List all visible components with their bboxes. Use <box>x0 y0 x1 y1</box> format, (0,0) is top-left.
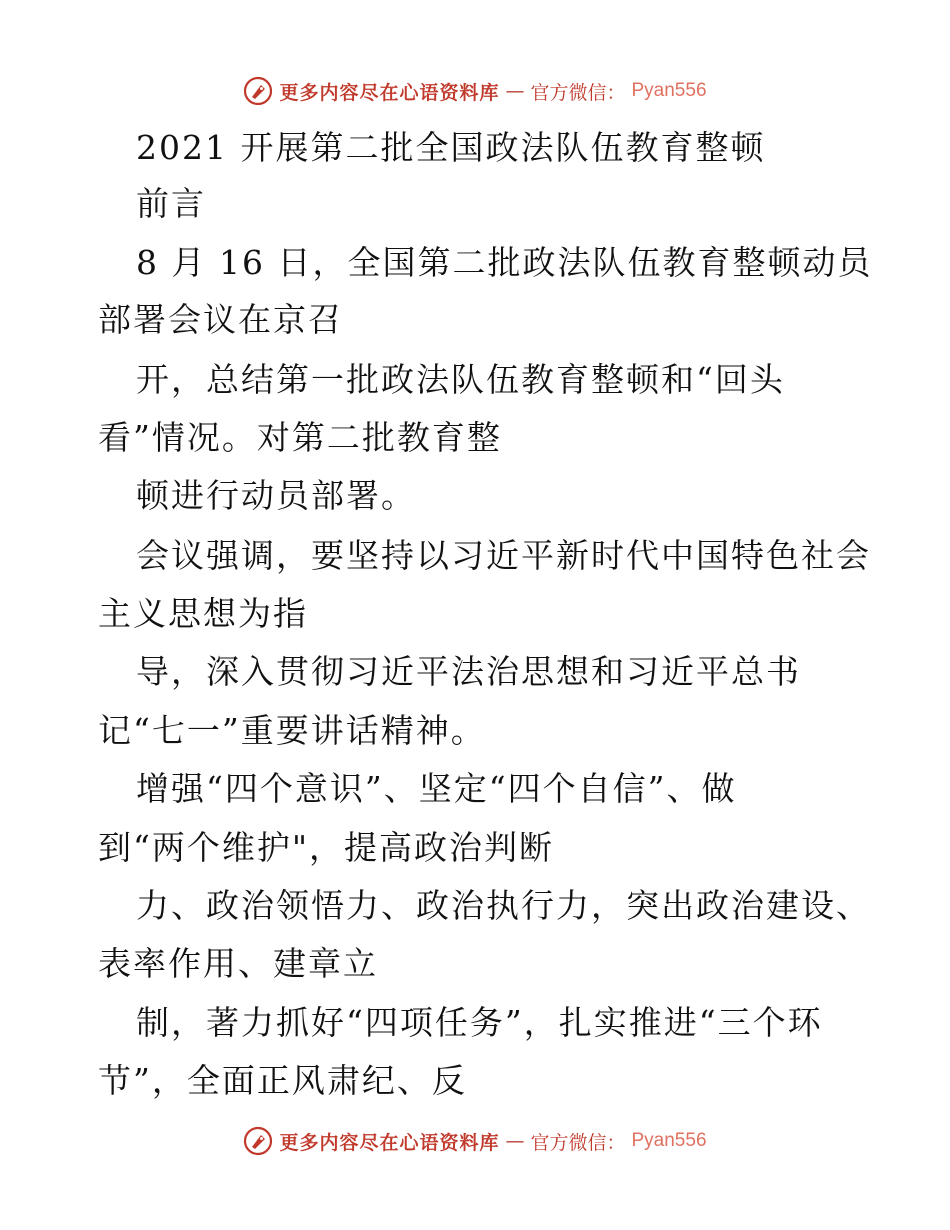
text-line: 到“两个维护"，提高政治判断 <box>98 828 555 867</box>
watermark-wechat-id: Pyan556 <box>631 1130 707 1151</box>
text-line: 导，深入贯彻习近平法治思想和习近平总书 <box>136 652 801 691</box>
text-line: 会议强调，要坚持以习近平新时代中国特色社会 <box>136 536 871 575</box>
text-line: 制，著力抓好“四项任务”，扎实推进“三个环 <box>136 1003 823 1042</box>
document-title: 2021 开展第二批全国政法队伍教育整顿 <box>136 128 766 167</box>
text-line: 表率作用、建章立 <box>98 944 378 983</box>
footer-watermark <box>0 1121 950 1161</box>
text-line: 增强“四个意识”、坚定“四个自信”、做 <box>136 769 737 808</box>
text-line: 节”，全面正风肃纪、反 <box>98 1061 467 1100</box>
header-watermark <box>0 71 950 111</box>
text-line: 前言 <box>136 184 206 223</box>
watermark-site-text: 更多内容尽在心语资料库 <box>279 1131 500 1154</box>
watermark-official-label: 官方微信： <box>530 81 626 104</box>
watermark-dash: — <box>505 80 525 102</box>
pen-nib-circle-icon <box>243 1126 273 1156</box>
text-line: 主义思想为指 <box>98 594 308 633</box>
text-line: 8 月 16 日，全国第二批政法队伍教育整顿动员 <box>136 243 873 282</box>
text-line: 记“七一”重要讲话精神。 <box>98 711 486 750</box>
watermark-wechat-id: Pyan556 <box>631 80 707 101</box>
text-line: 部署会议在京召 <box>98 300 343 339</box>
text-line: 看”情况。对第二批教育整 <box>98 418 502 457</box>
text-line: 力、政治领悟力、政治执行力，突出政治建设、 <box>136 886 871 925</box>
watermark-site-text: 更多内容尽在心语资料库 <box>279 81 500 104</box>
watermark-official-label: 官方微信： <box>530 1131 626 1154</box>
text-line: 开，总结第一批政法队伍教育整顿和“回头 <box>136 360 785 399</box>
watermark-dash: — <box>505 1130 525 1152</box>
pen-nib-circle-icon <box>243 76 273 106</box>
text-line: 顿进行动员部署。 <box>136 476 416 515</box>
